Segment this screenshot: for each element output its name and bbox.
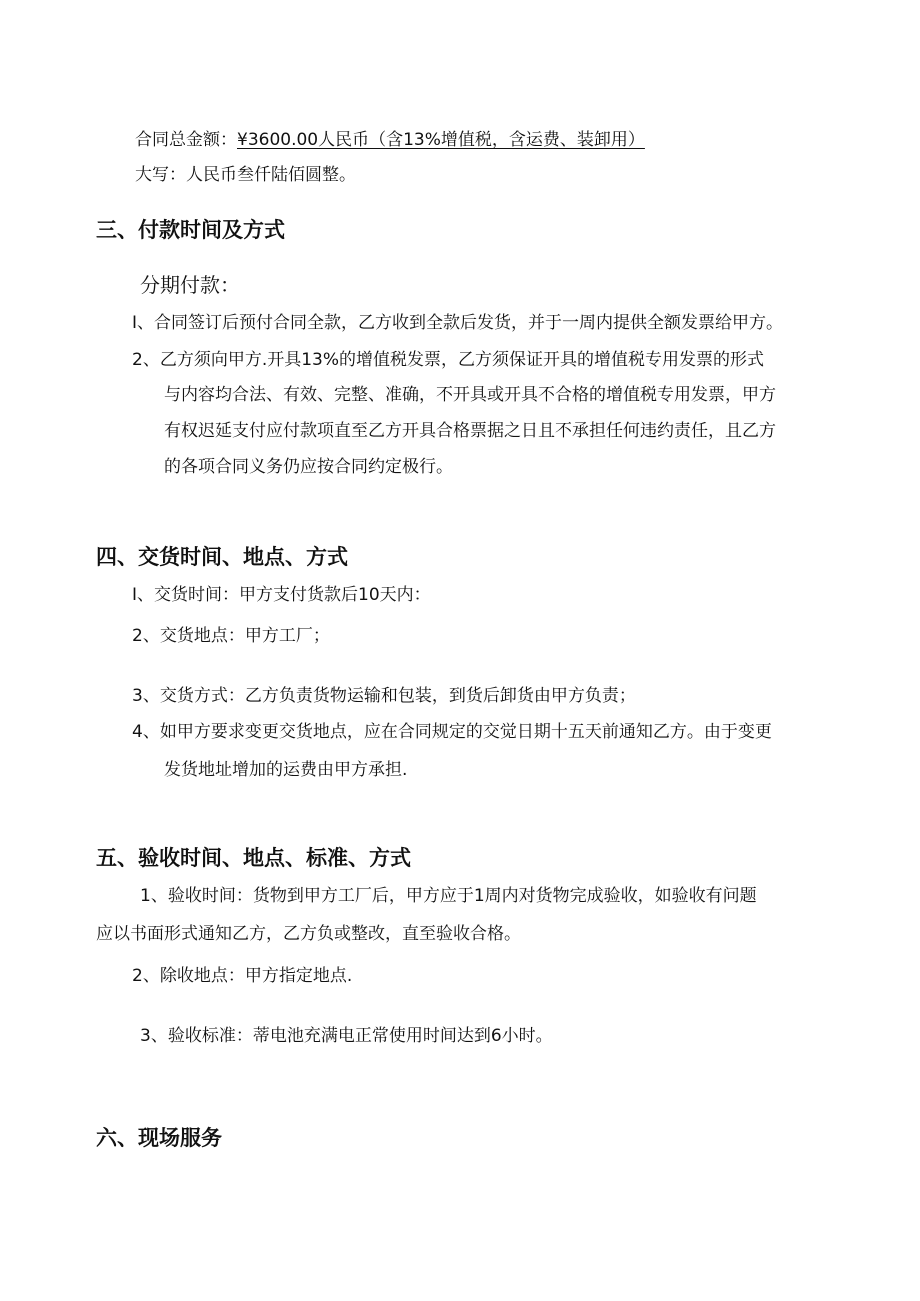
section-3-item-1: I、合同签订后预付合同全款，乙方收到全款后发货，并于一周内提供全额发票给甲方。 (132, 313, 784, 333)
section-3-title: 三、付款时间及方式 (96, 218, 285, 242)
total-amount-label: 合同总金额： (135, 130, 237, 150)
section-4-item-1: I、交货时间：甲方支付货款后10天内： (132, 585, 431, 605)
section-4-item-4-line-1: 4、如甲方要求变更交货地点，应在合同规定的交觉日期十五天前通知乙方。由于变更 (132, 722, 772, 742)
section-4-item-4-line-2: 发货地址增加的运费由甲方承担. (164, 760, 408, 780)
section-5-title: 五、验收时间、地点、标准、方式 (96, 846, 411, 870)
section-3-item-2-line-2: 与内容均合法、有效、完整、准确，不开具或开具不合格的增值税专用发票，甲方 (164, 385, 776, 405)
total-amount-line (135, 128, 645, 152)
total-amount-value: ¥3600.00人民币（含13%增值税，含运费、装卸用） (237, 130, 645, 150)
section-4-item-3: 3、交货方式：乙方负责货物运输和包装，到货后卸货由甲方负责； (132, 686, 636, 706)
section-5-item-2: 2、除收地点：甲方指定地点. (132, 966, 353, 986)
section-5-item-1-line-1: 1、验收时间：货物到甲方工厂后，甲方应于1周内对货物完成验收，如验收有问题 (140, 886, 757, 906)
section-3-item-2-line-1: 2、乙方须向甲方.开具13%的增值税发票，乙方须保证开具的增值税专用发票的形式 (132, 350, 765, 370)
amount-in-words: 大写：人民币叁仟陆佰圆整。 (135, 165, 356, 185)
section-3-item-2-line-3: 有权迟延支付应付款项直至乙方开具合格票据之日且不承担任何违约责任，且乙方 (164, 421, 776, 441)
section-5-item-1-line-2: 应以书面形式通知乙方，乙方负或整改，直至验收合格。 (96, 924, 521, 944)
section-3-subtitle: 分期付款： (140, 273, 240, 297)
section-5-item-3: 3、验收标准：蒂电池充满电正常使用时间达到6小时。 (140, 1026, 553, 1046)
section-6-title: 六、现场服务 (96, 1126, 222, 1150)
section-4-title: 四、交货时间、地点、方式 (96, 545, 348, 569)
section-4-item-2: 2、交货地点：甲方工厂； (132, 626, 330, 646)
section-3-item-2-line-4: 的各项合同义务仍应按合同约定极行。 (164, 457, 453, 477)
